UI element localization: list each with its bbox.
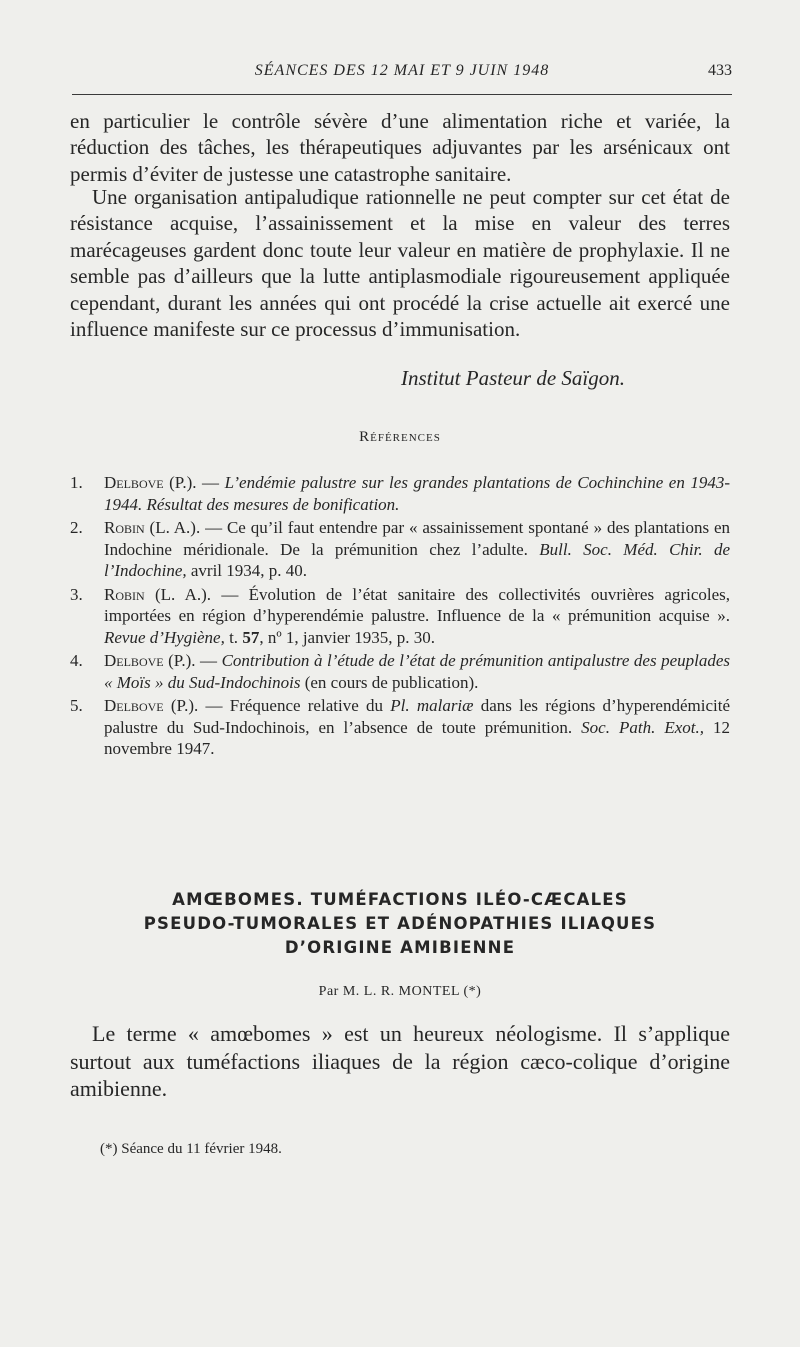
reference-journal: Bull. Soc. Méd. Chir. de l’Indochine, [104,539,731,580]
reference-species: Pl. malariæ [390,696,474,715]
paragraph-continuation: en particulier le contrôle sévère d’une alimentation riche et variée, la réduction des tâches, les thérapeutiques adjuvantes par les arsénicaux ont permis d’éviter de justesse une catastrophe sanitaire. [70,109,730,186]
article-title-line: AMŒBOMES. TUMÉFACTIONS ILÉO-CÆCALES [172,890,628,909]
article-byline: Par M. L. R. MONTEL (*) [318,984,482,999]
reference-author: Robin [104,518,145,537]
reference-number: 3. [70,584,83,604]
reference-initials: (P.). — [168,651,222,670]
reference-initials: (P.). — [169,473,225,492]
reference-journal: Revue d’Hygiène, [104,627,225,647]
reference-tail: , nº 1, janvier 1935, p. 30. [259,627,436,647]
reference-initials: (L. A.). — [154,584,249,604]
page-number: 433 [708,62,732,79]
reference-item [70,517,730,582]
footnote: (*) Séance du 11 février 1948. [100,1141,282,1157]
reference-number: 2. [70,518,83,537]
references-list [70,472,730,762]
reference-journal: Soc. Path. Exot., [581,717,704,737]
reference-number: 5. [70,696,83,715]
reference-text: Ce qu’il faut entendre par « assainissement spontané » des plantations en Indochine méridionale. De la prémunition chez l’adulte. [104,518,731,559]
reference-number: 1. [70,473,83,492]
reference-title: L’endémie palustre sur les grandes plantations de Cochinchine en 1943-1944. Résultat des mesures de bonification. [104,473,730,514]
reference-author: Robin [104,584,145,604]
reference-text: Évolution de l’état sanitaire des collectivités ouvrières agricoles, importées en région d’hyperendémie palustre. Influence de la « prémunition acquise ». [104,584,730,625]
reference-item [70,472,730,515]
article-title-line: PSEUDO-TUMORALES ET ADÉNOPATHIES ILIAQUES [143,914,657,933]
reference-tail: (en cours de publication). [300,672,479,692]
reference-item [70,650,730,693]
reference-author: Delbove [104,651,164,670]
article-title-line: D’ORIGINE AMIBIENNE [284,938,516,957]
reference-text-2: dans les régions d’hyperendémicité palustre du Sud-Indochinois, en l’absence de toute prémunition. [104,696,730,737]
reference-initials: (P.). — [170,696,230,715]
article-intro-paragraph: Le terme « amœbomes » est un heureux néologisme. Il s’applique surtout aux tuméfactions iliaques de la région cæco-colique d’origine amibienne. [70,1021,730,1101]
reference-title: Contribution à l’étude de l’état de prémunition antipalustre des peuplades « Moïs » du Sud-Indochinois [104,651,731,692]
reference-author: Delbove [104,696,164,715]
references-heading-text: Références [359,429,441,445]
page-header [72,58,732,95]
article-title [80,888,720,960]
institution-signature: Institut Pasteur de Saïgon. [401,366,625,390]
reference-author: Delbove [104,473,164,492]
reference-item [70,584,730,649]
reference-tail: avril 1934, p. 40. [186,561,308,580]
running-head: SÉANCES DES 12 MAI ET 9 JUIN 1948 [254,62,550,79]
reference-text: Fréquence relative du [229,696,391,715]
reference-number: 4. [70,651,83,670]
reference-volume-prefix: t. [224,627,243,647]
reference-item [70,695,730,760]
references-heading [0,429,800,446]
reference-volume: 57 [242,627,260,647]
reference-tail: 12 novembre 1947. [104,717,731,758]
paragraph-antimalarial: Une organisation antipaludique rationnelle ne peut compter sur cet état de résistance acquise, l’assainissement et la mise en valeur des terres marécageuses gardent donc toute leur valeur en matière de prophylaxie. Il ne semble pas d’ailleurs que la lutte antiplasmodiale rigoureusement appliquée cependant, durant les années qui ont procédé la crise actuelle ait exercé une influence manifeste sur ce processus d’immunisation. [70,185,730,342]
reference-initials: (L. A.). — [149,518,227,537]
